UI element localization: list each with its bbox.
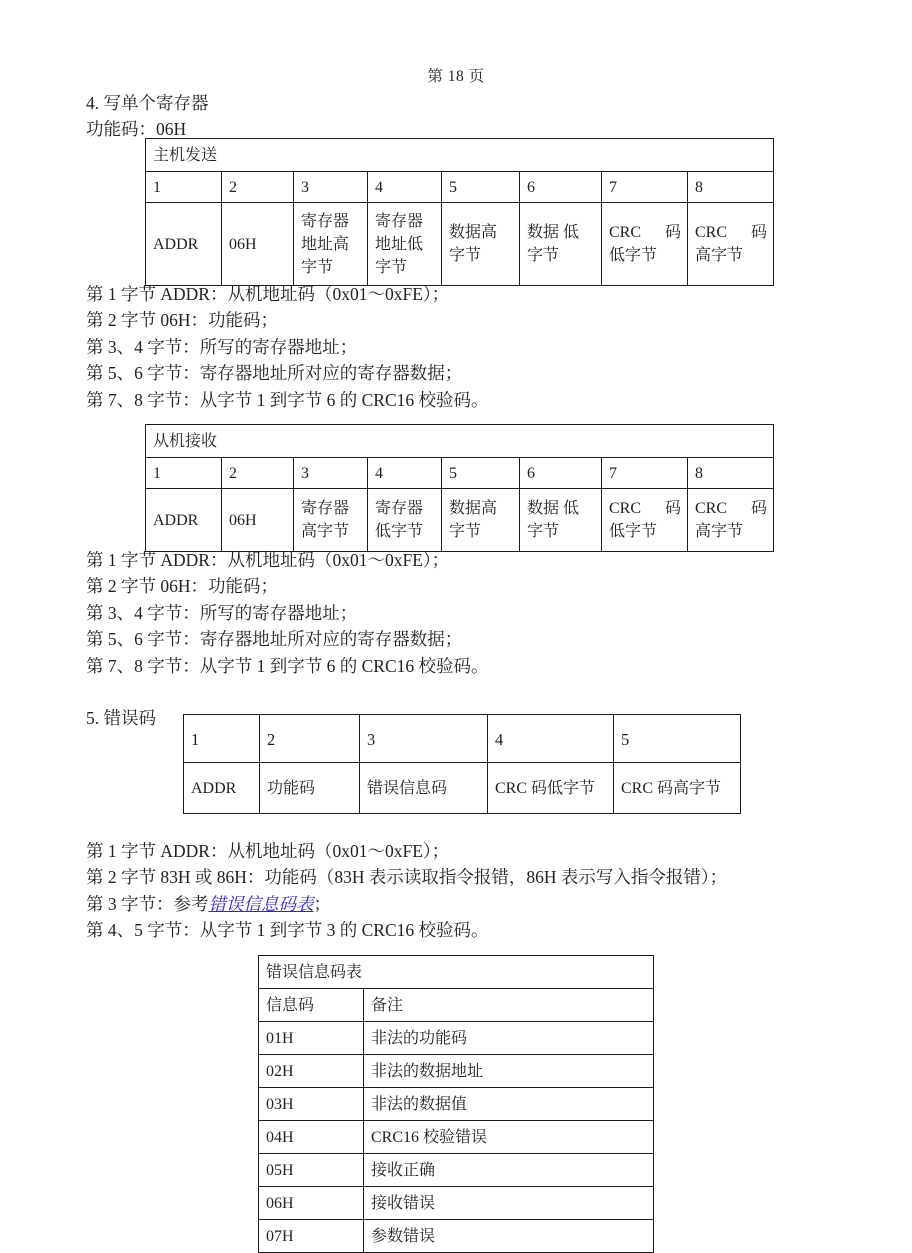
table-row [259,1055,654,1088]
cell-line: 寄存器 [375,212,424,230]
field-cell-6 [520,203,602,286]
field-cell-4: CRC 码低字节 [488,763,614,814]
col-index-5: 5 [442,172,520,203]
cell-line: 字节 [527,247,560,264]
cell-line: 低字节 [609,523,658,540]
field-cell-7 [602,203,688,286]
table-row-title [146,139,774,172]
note-line: 第 1 字节 ADDR：从机地址码（0x01～0xFE）； [86,550,450,570]
column-header-code: 信息码 [259,989,364,1022]
cell-code: 01H [259,1022,364,1055]
note-line: 第 7、8 字节：从字节 1 到字节 6 的 CRC16 校验码。 [86,389,489,410]
cell-line: 数据 低 [527,224,580,241]
field-cell-2 [222,203,294,286]
cell-line: 字节 [375,258,408,276]
section-5-heading: 5. 错误码 [86,708,156,728]
note-line-with-link [86,891,727,917]
table-row-title [259,956,654,989]
table-row-index [146,458,774,489]
master-send-table [145,138,774,286]
table-row [259,1088,654,1121]
cell-remark: 非法的数据值 [364,1088,654,1121]
cell-code: 04H [259,1121,364,1154]
col-index-6: 6 [520,458,602,489]
field-cell-3 [294,203,368,286]
field-cell-1: ADDR [184,763,260,814]
field-cell-4 [368,203,442,286]
cell-line: 数据 低 [527,500,580,517]
cell-line: 字节 [527,523,560,540]
table-row-index [184,715,741,763]
cell-code: 02H [259,1055,364,1088]
note-line: 第 7、8 字节：从字节 1 到字节 6 的 CRC16 校验码。 [86,655,489,676]
field-cell-5 [442,203,520,286]
cell-line: CRC 码 [609,500,681,517]
field-cell-7 [602,489,688,552]
note-line: 第 2 字节 83H 或 86H：功能码（83H 表示读取指令报错，86H 表示写入指令报错）； [86,867,728,888]
cell-remark: 参数错误 [364,1220,654,1253]
table-title: 错误信息码表 [259,956,654,989]
cell-remark: 非法的数据地址 [364,1055,654,1088]
cell-code: 05H [259,1154,364,1187]
table-row-body [184,763,741,814]
error-code-frame-table [183,714,741,814]
cell-line: 低字节 [609,247,658,264]
cell-line: 寄存器 [375,500,424,517]
cell-line: CRC 码 [695,224,768,241]
field-cell-8 [688,489,774,552]
cell-line: 高字节 [695,247,744,264]
cell-line: 寄存器 [301,500,350,517]
cell-remark: 非法的功能码 [364,1022,654,1055]
cell-line: CRC 码 [609,224,681,241]
cell-line: 低字节 [375,523,424,540]
col-index-2: 2 [260,715,360,763]
note-line: 第 3、4 字节：所写的寄存器地址； [86,602,358,623]
cell-line: 字节 [449,247,482,264]
col-index-1: 1 [146,172,222,203]
col-index-7: 7 [602,458,688,489]
cell-remark: CRC16 校验错误 [364,1121,654,1154]
col-index-4: 4 [368,458,442,489]
col-index-5: 5 [442,458,520,489]
field-cell-1 [146,203,222,286]
cell-line: 高字节 [301,523,350,540]
field-cell-5: CRC 码高字节 [614,763,741,814]
note-line: 第 3、4 字节：所写的寄存器地址； [86,336,358,357]
column-header-remark: 备注 [364,989,654,1022]
field-cell-2: 功能码 [260,763,360,814]
field-cell-8 [688,203,774,286]
cell-line: 寄存器 [301,212,350,230]
cell-line: 字节 [449,523,482,540]
note-line: 第 4、5 字节：从字节 1 到字节 3 的 CRC16 校验码。 [86,920,489,941]
cell-line: ADDR [153,235,199,253]
col-index-4: 4 [368,172,442,203]
cell-code: 06H [259,1187,364,1220]
cell-line: 地址低 [375,235,424,253]
note-line: 第 5、6 字节：寄存器地址所对应的寄存器数据； [86,629,463,650]
cell-line: 数据高 [449,500,498,517]
slave-receive-notes [86,547,489,679]
error-code-notes [86,838,727,944]
col-index-3: 3 [294,172,368,203]
cell-line: 06H [229,235,257,253]
field-cell-6 [520,489,602,552]
cell-remark: 接收正确 [364,1154,654,1187]
note-prefix: 第 3 字节：参考 [86,893,209,914]
col-index-2: 2 [222,458,294,489]
table-row [259,1121,654,1154]
col-index-1: 1 [184,715,260,763]
col-index-7: 7 [602,172,688,203]
cell-line: ADDR [153,511,199,529]
section-4-heading: 4. 写单个寄存器 [86,93,209,113]
table-row [259,1187,654,1220]
col-index-3: 3 [360,715,488,763]
field-cell-3: 错误信息码 [360,763,488,814]
table-row-index [146,172,774,203]
note-line: 第 2 字节 06H：功能码； [86,310,279,331]
cell-line: 字节 [301,258,334,276]
col-index-5: 5 [614,715,741,763]
master-send-notes [86,281,489,413]
field-cell-2 [222,489,294,552]
field-cell-5 [442,489,520,552]
slave-receive-table [145,424,774,552]
table-row-body [146,203,774,286]
cell-line: 高字节 [695,523,744,540]
field-cell-4 [368,489,442,552]
error-message-table-link[interactable]: 错误信息码表 [208,893,314,914]
section-4-function-code: 功能码：06H [86,119,187,139]
page-number-header: 第 18 页 [427,68,485,85]
col-index-1: 1 [146,458,222,489]
note-suffix: ； [313,893,331,914]
col-index-8: 8 [688,172,774,203]
table-title: 从机接收 [146,425,774,458]
error-message-code-table [258,955,654,1253]
col-index-3: 3 [294,458,368,489]
table-row-body [146,489,774,552]
table-row-header [259,989,654,1022]
note-line: 第 2 字节 06H：功能码； [86,576,279,597]
table-row-title [146,425,774,458]
cell-remark: 接收错误 [364,1187,654,1220]
cell-line: 06H [229,511,257,529]
table-title: 主机发送 [146,139,774,172]
table-row [259,1022,654,1055]
field-cell-3 [294,489,368,552]
cell-code: 07H [259,1220,364,1253]
col-index-6: 6 [520,172,602,203]
field-cell-1 [146,489,222,552]
col-index-8: 8 [688,458,774,489]
table-row [259,1154,654,1187]
cell-line: CRC 码 [695,500,768,517]
cell-line: 数据高 [449,224,498,241]
note-line: 第 5、6 字节：寄存器地址所对应的寄存器数据； [86,363,463,384]
table-row [259,1220,654,1253]
cell-line: 地址高 [301,235,350,253]
col-index-2: 2 [222,172,294,203]
note-line: 第 1 字节 ADDR：从机地址码（0x01～0xFE）； [86,284,450,304]
cell-code: 03H [259,1088,364,1121]
note-line: 第 1 字节 ADDR：从机地址码（0x01～0xFE）； [86,841,450,861]
col-index-4: 4 [488,715,614,763]
